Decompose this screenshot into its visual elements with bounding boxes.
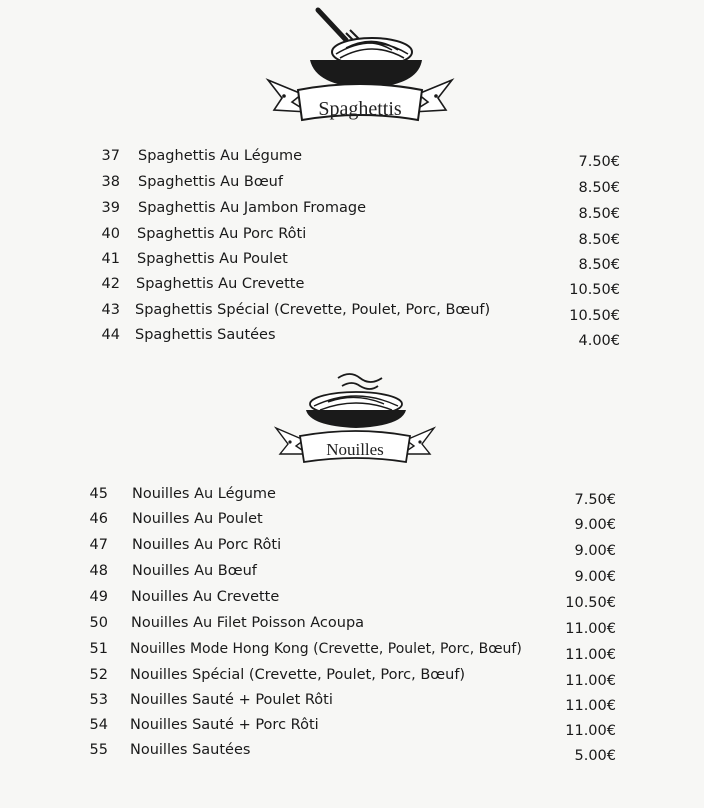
item-number: 48	[89, 563, 108, 579]
list-item	[80, 537, 630, 559]
item-price: 11.00€	[565, 698, 616, 714]
item-name: Nouilles Spécial (Crevette, Poulet, Porc, Bœuf)	[130, 667, 466, 683]
item-price: 8.50€	[578, 206, 620, 222]
section-title: Spaghettis	[318, 98, 402, 120]
list-item	[92, 276, 632, 298]
list-item	[80, 667, 630, 689]
list-item	[80, 511, 630, 533]
item-number: 47	[89, 537, 108, 553]
item-number: 40	[101, 226, 120, 242]
item-name: Spaghettis Spécial (Crevette, Poulet, Porc, Bœuf)	[135, 302, 491, 318]
section-title: Nouilles	[326, 440, 384, 459]
item-number: 38	[101, 174, 120, 190]
item-name: Spaghettis Au Légume	[138, 148, 303, 164]
list-item	[80, 486, 630, 508]
list-item	[92, 200, 632, 222]
list-item	[92, 226, 632, 248]
item-number: 53	[89, 692, 108, 708]
item-number: 44	[101, 327, 120, 343]
item-name: Spaghettis Au Bœuf	[138, 174, 283, 190]
item-name: Nouilles Au Filet Poisson Acoupa	[131, 615, 365, 631]
nouilles-emblem	[272, 364, 438, 470]
item-name: Nouilles Au Porc Rôti	[132, 537, 282, 553]
item-price: 11.00€	[565, 723, 616, 739]
item-price: 8.50€	[578, 180, 620, 196]
list-item	[80, 717, 630, 739]
list-item	[80, 692, 630, 714]
item-price: 8.50€	[578, 232, 620, 248]
item-number: 55	[89, 742, 108, 758]
spaghettis-emblem	[262, 2, 458, 130]
item-price: 9.00€	[574, 517, 616, 533]
item-price: 9.00€	[574, 569, 616, 585]
item-name: Nouilles Sauté + Porc Rôti	[130, 717, 319, 733]
item-name: Nouilles Sautées	[130, 742, 251, 758]
list-item	[80, 563, 630, 585]
item-name: Nouilles Au Poulet	[132, 511, 263, 527]
item-name: Spaghettis Au Porc Rôti	[137, 226, 307, 242]
list-item	[92, 251, 632, 273]
item-name: Spaghettis Sautées	[135, 327, 276, 343]
item-price: 7.50€	[574, 492, 616, 508]
item-price: 11.00€	[565, 647, 616, 663]
list-item	[80, 615, 630, 637]
item-price: 11.00€	[565, 673, 616, 689]
item-price: 5.00€	[574, 748, 616, 764]
item-number: 45	[89, 486, 108, 502]
item-number: 41	[101, 251, 120, 267]
item-name: Spaghettis Au Crevette	[136, 276, 305, 292]
item-number: 37	[101, 148, 120, 164]
item-price: 10.50€	[569, 282, 620, 298]
item-number: 46	[89, 511, 108, 527]
list-item	[80, 641, 630, 663]
item-number: 49	[89, 589, 108, 605]
item-price: 9.00€	[574, 543, 616, 559]
list-item	[92, 148, 632, 170]
item-price: 7.50€	[578, 154, 620, 170]
list-item	[80, 742, 630, 764]
list-item	[80, 589, 630, 611]
item-price: 11.00€	[565, 621, 616, 637]
item-number: 42	[101, 276, 120, 292]
item-number: 51	[89, 641, 108, 657]
item-name: Nouilles Mode Hong Kong (Crevette, Poulet, Porc, Bœuf)	[130, 641, 522, 657]
item-name: Nouilles Au Légume	[132, 486, 276, 502]
item-price: 8.50€	[578, 257, 620, 273]
list-item	[92, 327, 632, 349]
item-name: Nouilles Sauté + Poulet Rôti	[130, 692, 333, 708]
list-item	[92, 302, 632, 324]
list-item	[92, 174, 632, 196]
item-name: Spaghettis Au Poulet	[137, 251, 288, 267]
item-number: 52	[89, 667, 108, 683]
item-price: 10.50€	[565, 595, 616, 611]
item-number: 50	[89, 615, 108, 631]
item-name: Nouilles Au Crevette	[131, 589, 280, 605]
item-number: 43	[101, 302, 120, 318]
item-price: 4.00€	[578, 333, 620, 349]
item-name: Nouilles Au Bœuf	[132, 563, 257, 579]
item-number: 54	[89, 717, 108, 733]
item-number: 39	[101, 200, 120, 216]
item-price: 10.50€	[569, 308, 620, 324]
item-name: Spaghettis Au Jambon Fromage	[138, 200, 366, 216]
